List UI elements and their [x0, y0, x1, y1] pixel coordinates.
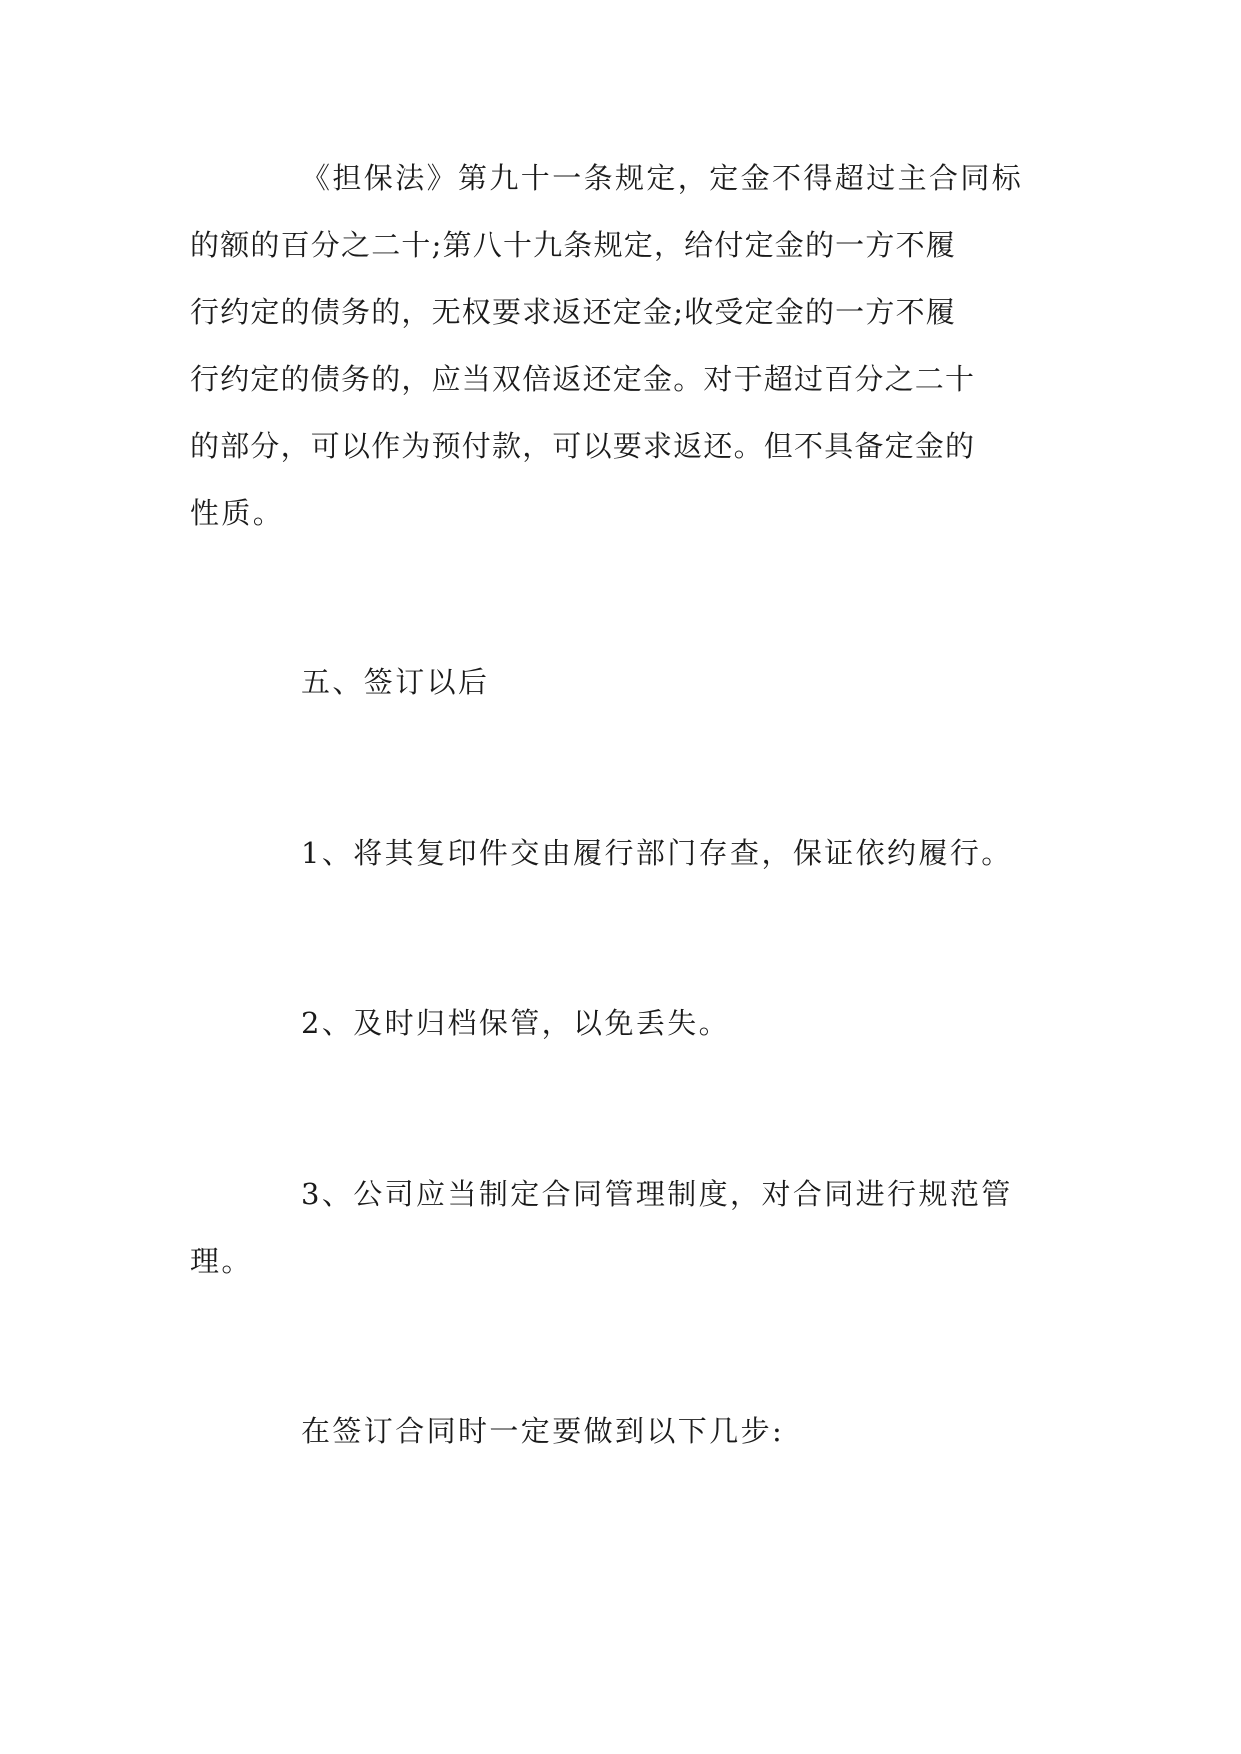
paragraph-line: 行约定的债务的，应当双倍返还定金。对于超过百分之二十 [190, 362, 976, 396]
list-item-3-line: 理。 [190, 1244, 253, 1278]
list-item-2: 2、及时归档保管，以免丢失。 [301, 1006, 731, 1040]
paragraph-line: 性质。 [190, 496, 285, 530]
list-item-3-line: 3、公司应当制定合同管理制度，对合同进行规范管 [301, 1177, 1013, 1211]
paragraph-line: 《担保法》第九十一条规定，定金不得超过主合同标 [301, 161, 1024, 195]
section-heading: 五、签订以后 [301, 665, 490, 699]
paragraph-line: 的部分，可以作为预付款，可以要求返还。但不具备定金的 [190, 429, 976, 463]
paragraph-line: 行约定的债务的，无权要求返还定金;收受定金的一方不履 [190, 295, 956, 329]
paragraph-line: 的额的百分之二十;第八十九条规定，给付定金的一方不履 [190, 228, 956, 262]
list-item-1: 1、将其复印件交由履行部门存查，保证依约履行。 [301, 836, 1013, 870]
closing-line: 在签订合同时一定要做到以下几步: [301, 1414, 785, 1448]
